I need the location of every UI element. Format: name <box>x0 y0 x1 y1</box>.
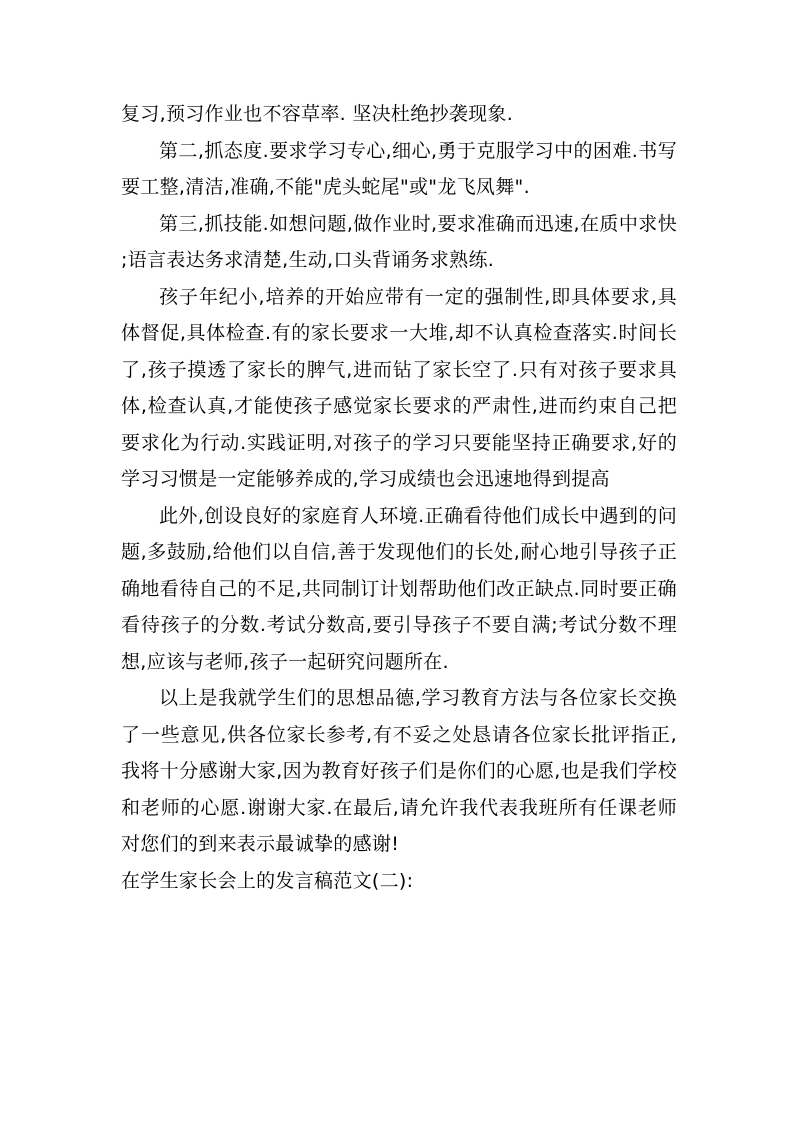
paragraph: 第三,抓技能.如想问题,做作业时,要求准确而迅速,在质中求快;语言表达务求清楚,生动,口头背诵务求熟练. <box>121 212 677 271</box>
paragraph: 孩子年纪小,培养的开始应带有一定的强制性,即具体要求,具体督促,具体检查.有的家长要求一大堆,却不认真检查落实.时间长了,孩子摸透了家长的脾气,进而钻了家长空了.只有对孩子要求具体,检查认真,才能使孩子感觉家长要求的严肃性,进而约束自己把要求化为行动.实践证明,对孩子的学习只要能坚持正确要求,好的学习习惯是一定能够养成的,学习成绩也会迅速地得到提高 <box>121 285 677 490</box>
paragraph: 此外,创设良好的家庭育人环境.正确看待他们成长中遇到的问题,多鼓励,给他们以自信,善于发现他们的长处,耐心地引导孩子正确地看待自己的不足,共同制订计划帮助他们改正缺点.同时要正确看待孩子的分数.考试分数高,要引导孩子不要自满;考试分数不理想,应该与老师,孩子一起研究问题所在. <box>121 504 677 673</box>
paragraph: 复习,预习作业也不容草率. 坚决杜绝抄袭现象. <box>121 103 514 125</box>
section-heading: 在学生家长会上的发言稿范文(二): <box>121 869 414 892</box>
document-page <box>121 96 677 899</box>
paragraph: 第二,抓态度.要求学习专心,细心,勇于克服学习中的困难.书写要工整,清洁,准确,不能"虎头蛇尾"或"龙飞凤舞". <box>121 139 677 198</box>
paragraph: 以上是我就学生们的思想品德,学习教育方法与各位家长交换了一些意见,供各位家长参考,有不妥之处恳请各位家长批评指正,我将十分感谢大家,因为教育好孩子们是你们的心愿,也是我们学校和老师的心愿.谢谢大家.在最后,请允许我代表我班所有任课老师对您们的到来表示最诚挚的感谢! <box>121 687 677 855</box>
